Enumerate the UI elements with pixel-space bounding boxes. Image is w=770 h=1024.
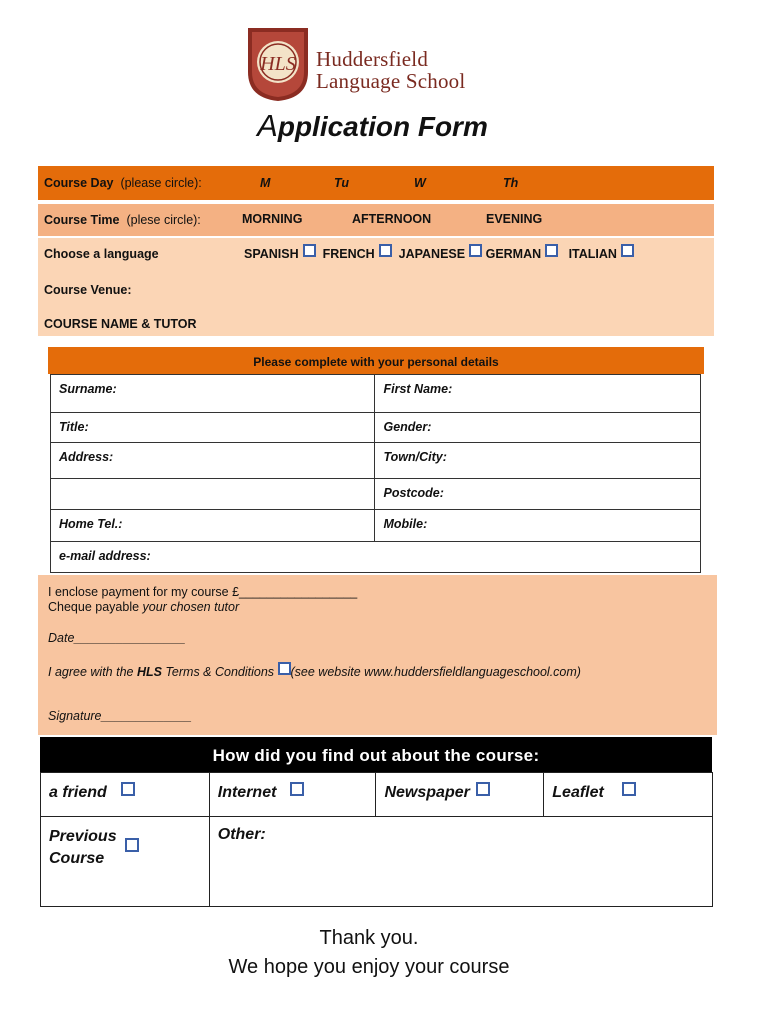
town-field[interactable]	[375, 443, 701, 479]
friend-label: a friend	[49, 784, 107, 801]
school-logo	[246, 26, 516, 104]
language-spanish: SPANISH	[244, 247, 299, 261]
address-line-2-field[interactable]	[51, 479, 375, 510]
postcode-label: Postcode:	[383, 486, 444, 500]
language-japanese: JAPANESE	[398, 247, 466, 261]
title-label: Title:	[59, 420, 89, 434]
newspaper-label: Newspaper	[384, 784, 470, 801]
language-italian: ITALIAN	[568, 247, 617, 261]
signature-field[interactable]: Signature_____________	[48, 709, 192, 723]
day-option-m[interactable]: M	[260, 176, 271, 190]
mobile-label: Mobile:	[383, 517, 428, 531]
thank-you-message	[0, 924, 738, 982]
terms-agreement: I agree with the HLS Terms & Conditions (see website www.huddersfieldlanguageschool.com)	[48, 662, 581, 679]
source-previous-course	[41, 817, 210, 907]
email-field[interactable]	[51, 542, 701, 573]
course-venue-label: Course Venue:	[44, 283, 132, 297]
school-name	[316, 48, 465, 92]
mobile-field[interactable]	[375, 510, 701, 542]
title-rest: pplication Form	[277, 111, 488, 142]
postcode-field[interactable]	[375, 479, 701, 510]
title-field[interactable]	[51, 413, 375, 443]
payment-enclose-line[interactable]: I enclose payment for my course £_________________	[48, 585, 358, 599]
terms-checkbox[interactable]	[278, 662, 291, 675]
internet-label: Internet	[217, 784, 277, 801]
source-newspaper	[376, 773, 544, 817]
school-name-line1: Huddersfield	[316, 47, 429, 71]
first-name-label: First Name:	[383, 382, 453, 396]
surname-field[interactable]	[51, 375, 375, 413]
language-german: GERMAN	[485, 247, 542, 261]
gender-label: Gender:	[383, 420, 432, 434]
home-tel-label: Home Tel.:	[59, 517, 123, 531]
choose-language-label: Choose a language	[44, 247, 159, 261]
source-leaflet	[544, 773, 713, 817]
personal-details-table	[50, 374, 701, 573]
time-option-morning[interactable]: MORNING	[242, 212, 303, 226]
previous-course-checkbox[interactable]	[125, 838, 139, 852]
day-option-th[interactable]: Th	[503, 176, 519, 190]
spanish-checkbox[interactable]	[303, 244, 316, 257]
time-option-evening[interactable]: EVENING	[486, 212, 543, 226]
title-first-letter: A	[257, 108, 278, 143]
leaflet-label: Leaflet	[552, 784, 604, 801]
find-out-header: How did you find out about the course:	[40, 737, 712, 773]
course-time-label: Course Time (plese circle):	[44, 213, 201, 227]
cheque-line: Cheque payable your chosen tutor	[48, 600, 240, 614]
newspaper-checkbox[interactable]	[476, 782, 490, 796]
hls-seal-icon	[246, 26, 310, 102]
language-options	[244, 244, 634, 261]
previous-label-line1: Previous	[49, 828, 117, 845]
leaflet-checkbox[interactable]	[622, 782, 636, 796]
page-title	[0, 108, 745, 144]
source-other-field[interactable]	[209, 817, 712, 907]
first-name-field[interactable]	[375, 375, 701, 413]
french-checkbox[interactable]	[379, 244, 392, 257]
address-field[interactable]	[51, 443, 375, 479]
source-internet	[209, 773, 376, 817]
time-option-afternoon[interactable]: AFTERNOON	[352, 212, 432, 226]
language-french: FRENCH	[322, 247, 375, 261]
course-day-label: Course Day (please circle):	[44, 176, 202, 190]
thank-you-line1: Thank you.	[319, 927, 419, 949]
course-name-tutor-label: COURSE NAME & TUTOR	[44, 317, 197, 331]
gender-field[interactable]	[375, 413, 701, 443]
friend-checkbox[interactable]	[121, 782, 135, 796]
day-option-w[interactable]: W	[414, 176, 426, 190]
find-out-table	[40, 772, 713, 907]
personal-details-header: Please complete with your personal details	[48, 347, 704, 374]
school-name-line2: Language School	[316, 69, 466, 93]
internet-checkbox[interactable]	[290, 782, 304, 796]
previous-label-line2: Course	[49, 850, 105, 867]
italian-checkbox[interactable]	[621, 244, 634, 257]
other-label: Other:	[217, 826, 266, 843]
german-checkbox[interactable]	[545, 244, 558, 257]
source-friend	[41, 773, 210, 817]
japanese-checkbox[interactable]	[469, 244, 482, 257]
address-label: Address:	[59, 450, 114, 464]
email-label: e-mail address:	[59, 549, 151, 563]
day-option-tu[interactable]: Tu	[334, 176, 350, 190]
svg-text:HLS: HLS	[260, 53, 296, 75]
home-tel-field[interactable]	[51, 510, 375, 542]
surname-label: Surname:	[59, 382, 117, 396]
date-field[interactable]: Date________________	[48, 631, 186, 645]
town-label: Town/City:	[383, 450, 447, 464]
thank-you-line2: We hope you enjoy your course	[228, 956, 510, 978]
